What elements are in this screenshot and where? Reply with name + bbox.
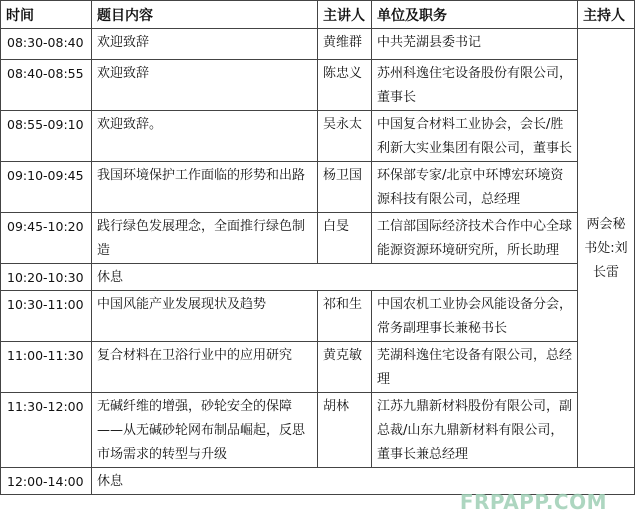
time-cell: 09:45-10:20	[1, 213, 92, 264]
topic-cell: 我国环境保护工作面临的形势和出路	[92, 162, 318, 213]
header-org: 单位及职务	[372, 1, 578, 29]
org-cell: 工信部国际经济技术合作中心全球能源资源环境研究所，所长助理	[372, 213, 578, 264]
topic-cell: 休息	[92, 264, 578, 291]
time-cell: 12:00-14:00	[1, 468, 92, 495]
watermark-logo: FRPAPP.COM	[459, 490, 607, 514]
table-row	[1, 213, 635, 264]
topic-cell: 休息	[92, 468, 635, 495]
org-cell: 中共芜湖县委书记	[372, 29, 578, 60]
speaker-cell: 胡林	[318, 393, 372, 468]
table-row	[1, 393, 635, 468]
table-row	[1, 291, 635, 342]
speaker-cell: 祁和生	[318, 291, 372, 342]
speaker-cell: 吴永太	[318, 111, 372, 162]
topic-cell: 践行绿色发展理念，全面推行绿色制造	[92, 213, 318, 264]
header-host: 主持人	[578, 1, 635, 29]
header-speaker: 主讲人	[318, 1, 372, 29]
topic-cell: 中国风能产业发展现状及趋势	[92, 291, 318, 342]
time-cell: 08:30-08:40	[1, 29, 92, 60]
header-row	[1, 1, 635, 29]
table-row	[1, 60, 635, 111]
time-cell: 09:10-09:45	[1, 162, 92, 213]
speaker-cell: 黄维群	[318, 29, 372, 60]
topic-cell: 欢迎致辞	[92, 60, 318, 111]
org-cell: 中国复合材料工业协会，会长/胜利新大实业集团有限公司，董事长	[372, 111, 578, 162]
topic-cell: 欢迎致辞	[92, 29, 318, 60]
time-cell: 10:20-10:30	[1, 264, 92, 291]
time-cell: 08:40-08:55	[1, 60, 92, 111]
table-row	[1, 162, 635, 213]
header-topic: 题目内容	[92, 1, 318, 29]
table-row	[1, 111, 635, 162]
org-cell: 环保部专家/北京中环博宏环境资源科技有限公司，总经理	[372, 162, 578, 213]
topic-cell: 复合材料在卫浴行业中的应用研究	[92, 342, 318, 393]
table-row	[1, 342, 635, 393]
org-cell: 江苏九鼎新材料股份有限公司，副总裁/山东九鼎新材料有限公司，董事长兼总经理	[372, 393, 578, 468]
speaker-cell: 杨卫国	[318, 162, 372, 213]
time-cell: 08:55-09:10	[1, 111, 92, 162]
speaker-cell: 黄克敏	[318, 342, 372, 393]
header-time: 时间	[1, 1, 92, 29]
speaker-cell: 白旻	[318, 213, 372, 264]
time-cell: 11:30-12:00	[1, 393, 92, 468]
table-row	[1, 29, 635, 60]
topic-cell: 欢迎致辞。	[92, 111, 318, 162]
topic-cell: 无碱纤维的增强，砂轮安全的保障——从无碱砂轮网布制品崛起，反思市场需求的转型与升级	[92, 393, 318, 468]
host-cell: 两会秘书处:刘长雷	[578, 29, 635, 468]
time-cell: 10:30-11:00	[1, 291, 92, 342]
org-cell: 芜湖科逸住宅设备有限公司，总经理	[372, 342, 578, 393]
speaker-cell: 陈忠义	[318, 60, 372, 111]
org-cell: 中国农机工业协会风能设备分会，常务副理事长兼秘书长	[372, 291, 578, 342]
table-row	[1, 264, 635, 291]
org-cell: 苏州科逸住宅设备股份有限公司，董事长	[372, 60, 578, 111]
time-cell: 11:00-11:30	[1, 342, 92, 393]
